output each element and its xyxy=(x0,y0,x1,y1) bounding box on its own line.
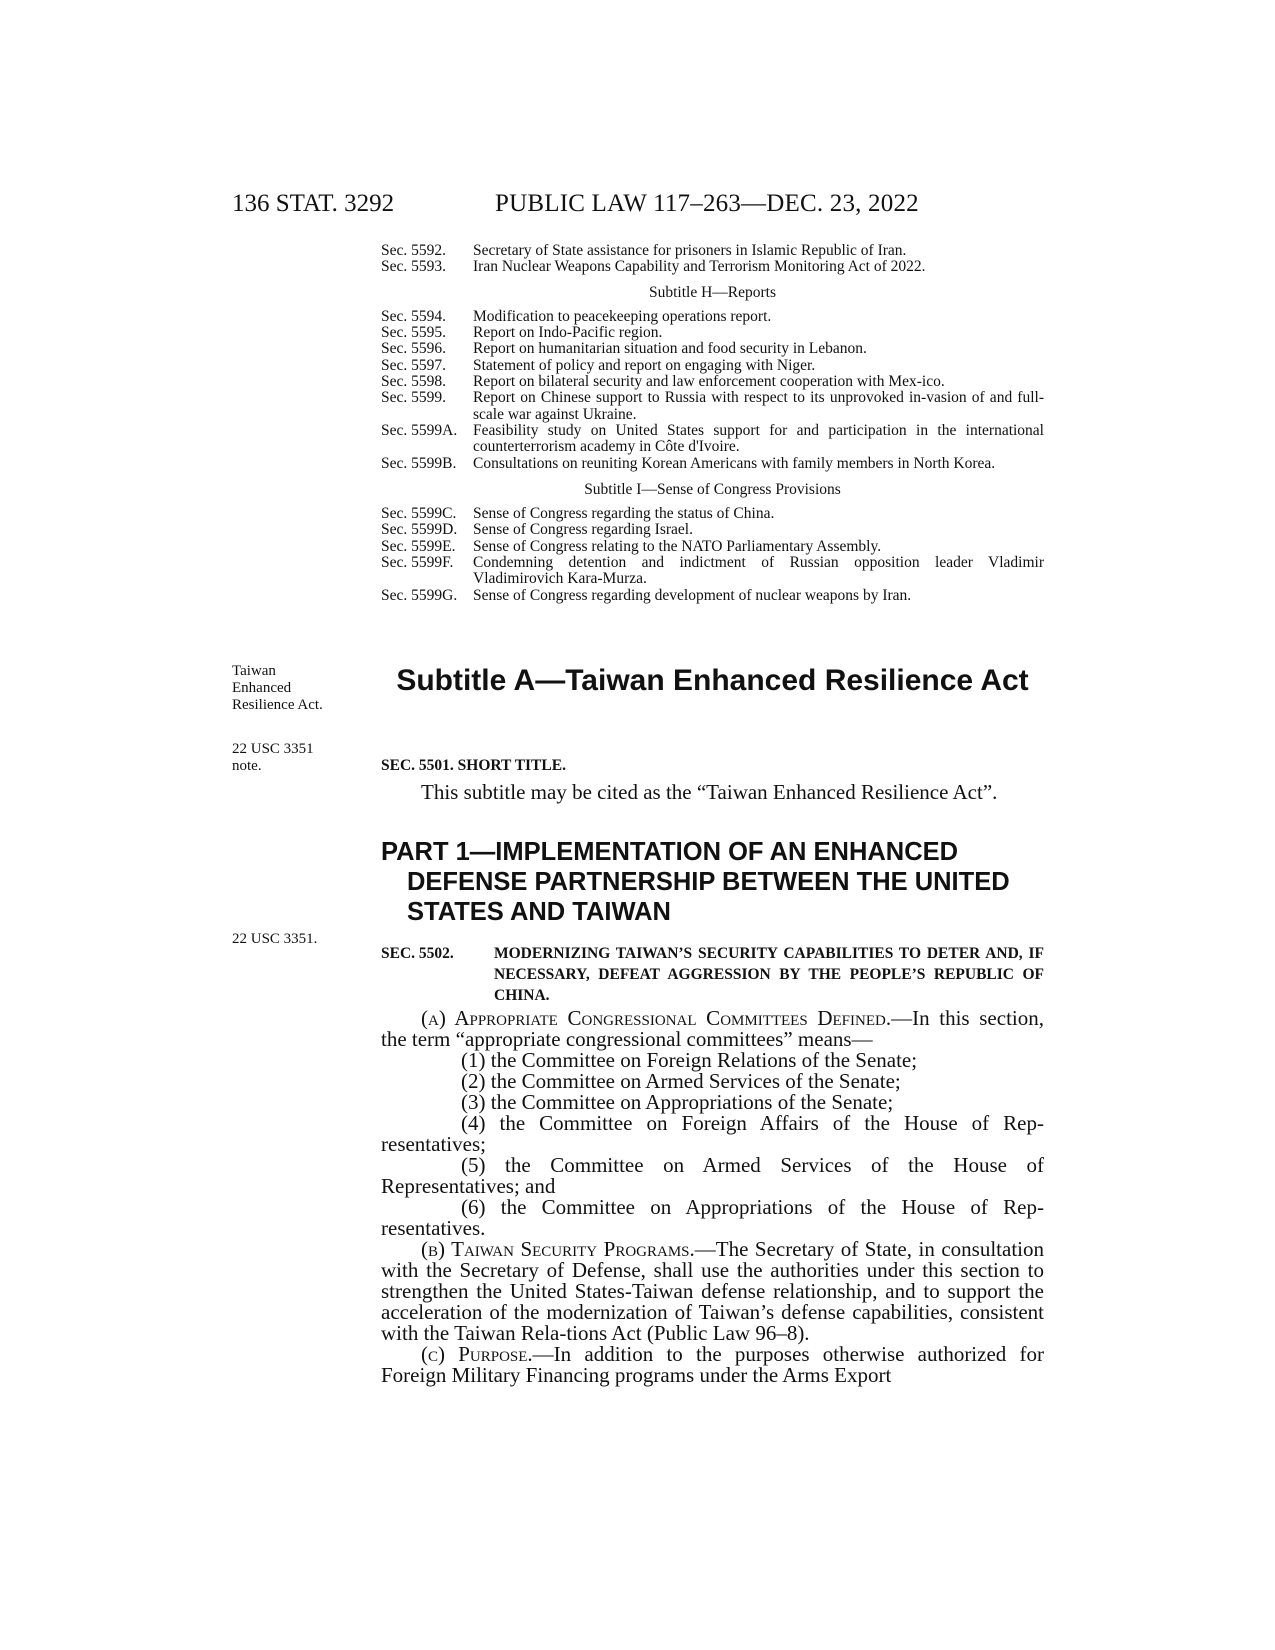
table-of-contents xyxy=(381,243,1044,604)
committee-list-item: (5) the Committee on Armed Services of the House of Representatives; and xyxy=(381,1153,1044,1198)
subsection-c xyxy=(381,1344,1044,1386)
toc-section-number: Sec. 5599F. xyxy=(381,554,454,572)
subsection-c-text: —In addition to the purposes otherwise authorized for Foreign Military Financing programs under the Arms Export xyxy=(381,1342,1045,1387)
subsection-b-caption: (b) Taiwan Security Programs. xyxy=(421,1237,695,1261)
committee-list-item: (3) the Committee on Appropriations of the Senate; xyxy=(461,1090,894,1114)
page-reference: 136 STAT. 3292 xyxy=(232,190,395,217)
part-1-heading-text: PART 1—IMPLEMENTATION OF AN ENHANCED DEFENSE PARTNERSHIP BETWEEN THE UNITED STATES AND TAIWAN xyxy=(381,838,1010,926)
sec-5502-title: MODERNIZING TAIWAN’S SECURITY CAPABILITIES TO DETER AND, IF NECESSARY, DEFEAT AGGRESSION BY THE PEOPLE’S REPUBLIC OF CHINA. xyxy=(494,945,1044,1004)
toc-section-number: Sec. 5599B. xyxy=(381,454,457,472)
toc-section-title: Report on Chinese support to Russia with respect to its unprovoked in-vasion of and full-scale war against Ukraine. xyxy=(473,389,1044,423)
margin-note-line: Enhanced xyxy=(232,680,292,696)
subtitle-a-heading: Subtitle A—Taiwan Enhanced Resilience Act xyxy=(396,664,1029,697)
margin-note-sec-5501 xyxy=(232,741,314,775)
toc-entry xyxy=(381,588,1044,604)
toc-section-number: Sec. 5594. xyxy=(381,307,447,325)
toc-entry xyxy=(381,374,1044,390)
toc-entry xyxy=(381,522,1044,538)
toc-section-number: Sec. 5593. xyxy=(381,258,447,276)
toc-entry xyxy=(381,423,1044,456)
margin-note-line: Taiwan xyxy=(232,663,276,679)
sec-5501-heading: SEC. 5501. SHORT TITLE. xyxy=(381,757,566,774)
subsection-a-text: —In this section, the term “appropriate congressional committees” means— xyxy=(381,1006,1044,1051)
toc-entry xyxy=(381,456,1044,472)
toc-section-number: Sec. 5592. xyxy=(381,242,447,259)
toc-section-number: Sec. 5599E. xyxy=(381,537,456,555)
toc-section-title: Iran Nuclear Weapons Capability and Terrorism Monitoring Act of 2022. xyxy=(473,258,926,276)
toc-entry xyxy=(381,309,1044,325)
margin-note-subtitle-a xyxy=(232,663,323,714)
toc-entry xyxy=(381,539,1044,555)
committee-list-item: (1) the Committee on Foreign Relations of the Senate; xyxy=(461,1048,918,1072)
toc-section-title: Report on bilateral security and law enforcement cooperation with Mex-ico. xyxy=(473,373,945,391)
toc-section-title: Sense of Congress regarding development of nuclear weapons by Iran. xyxy=(473,586,912,604)
toc-section-title: Sense of Congress relating to the NATO Parliamentary Assembly. xyxy=(473,537,882,555)
toc-section-title: Condemning detention and indictment of Russian opposition leader Vladimir Vladimirovich Kara-Murza. xyxy=(473,554,1044,588)
sec-5501-text: This subtitle may be cited as the “Taiwan Enhanced Resilience Act”. xyxy=(421,780,998,804)
toc-group-subtitle-g xyxy=(381,243,1044,276)
committee-list xyxy=(381,1050,1044,1239)
margin-note-sec-5502 xyxy=(232,931,317,948)
toc-section-number: Sec. 5595. xyxy=(381,324,447,342)
toc-group-subtitle-h xyxy=(381,309,1044,472)
committee-list-item: (2) the Committee on Armed Services of the Senate; xyxy=(461,1069,901,1093)
toc-entry xyxy=(381,358,1044,374)
sec-5502-heading xyxy=(381,943,1044,1006)
toc-section-title: Report on humanitarian situation and food security in Lebanon. xyxy=(473,340,867,358)
subsection-b-text: —The Secretary of State, in consultation with the Secretary of Defense, shall use the authorities under this section to strengthen the United States-Taiwan defense relationship, and to support the acceleration of the modernization of Taiwan’s defense capabilities, consistent with the Taiwan Rela-tions Act (Public Law 96–8). xyxy=(381,1237,1044,1345)
sec-5502-body xyxy=(381,1008,1044,1386)
toc-section-title: Secretary of State assistance for prisoners in Islamic Republic of Iran. xyxy=(473,242,907,259)
toc-section-title: Statement of policy and report on engaging with Niger. xyxy=(473,356,816,374)
toc-section-number: Sec. 5599C. xyxy=(381,505,457,523)
margin-note-line: 22 USC 3351 xyxy=(232,741,314,757)
toc-section-title: Report on Indo-Pacific region. xyxy=(473,324,663,342)
part-1-heading xyxy=(381,837,1044,927)
toc-entry xyxy=(381,390,1044,423)
toc-group-subtitle-i xyxy=(381,506,1044,604)
toc-section-number: Sec. 5599. xyxy=(381,389,447,407)
toc-entry xyxy=(381,555,1044,588)
toc-section-number: Sec. 5599G. xyxy=(381,586,458,604)
toc-section-title: Feasibility study on United States support for and participation in the international counterterrorism academy in Côte d'Ivoire. xyxy=(473,421,1044,456)
sec-5501-body xyxy=(381,782,1044,803)
sec-5502-label: SEC. 5502. xyxy=(381,945,454,962)
toc-entry xyxy=(381,506,1044,522)
toc-section-number: Sec. 5598. xyxy=(381,373,447,391)
toc-entry xyxy=(381,243,1044,259)
subsection-a-caption: (a) Appropriate Congressional Committees Defined. xyxy=(421,1006,892,1030)
toc-entry xyxy=(381,341,1044,357)
margin-note-line: note. xyxy=(232,758,262,774)
toc-subtitle-i-heading: Subtitle I—Sense of Congress Provisions xyxy=(584,480,841,498)
toc-section-number: Sec. 5597. xyxy=(381,356,447,374)
margin-note-line: Resilience Act. xyxy=(232,697,323,713)
subsection-c-caption: (c) Purpose. xyxy=(421,1342,533,1366)
toc-entry xyxy=(381,259,1044,275)
subsection-a xyxy=(381,1008,1044,1050)
toc-entry xyxy=(381,325,1044,341)
toc-section-title: Consultations on reuniting Korean Americans with family members in North Korea. xyxy=(473,454,996,472)
toc-section-number: Sec. 5596. xyxy=(381,340,447,358)
toc-section-title: Modification to peacekeeping operations report. xyxy=(473,307,772,325)
running-header-title: PUBLIC LAW 117–263—DEC. 23, 2022 xyxy=(495,190,919,217)
margin-note-line: 22 USC 3351. xyxy=(232,931,318,947)
toc-section-title: Sense of Congress regarding the status of China. xyxy=(473,505,775,523)
toc-section-number: Sec. 5599A. xyxy=(381,421,458,439)
toc-subtitle-h-heading: Subtitle H—Reports xyxy=(648,283,776,301)
committee-list-item: (4) the Committee on Foreign Affairs of the House of Rep-resentatives; xyxy=(381,1111,1044,1156)
committee-list-item: (6) the Committee on Appropriations of the House of Rep-resentatives. xyxy=(381,1195,1044,1240)
toc-section-number: Sec. 5599D. xyxy=(381,521,458,539)
toc-section-title: Sense of Congress regarding Israel. xyxy=(473,521,693,539)
subsection-b xyxy=(381,1239,1044,1344)
